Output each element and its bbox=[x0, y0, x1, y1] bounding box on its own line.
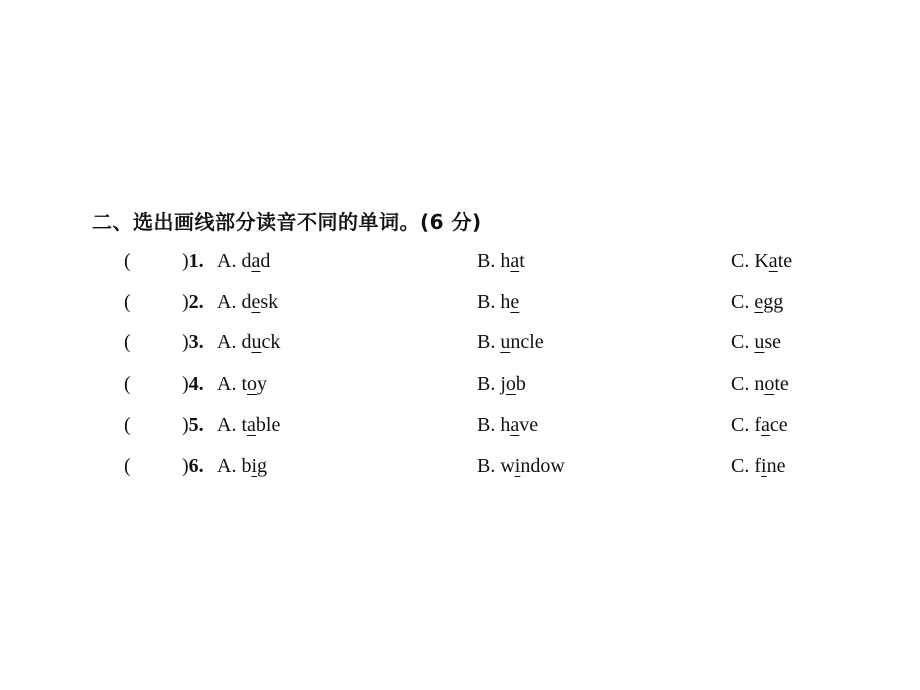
word-underlined: i bbox=[514, 455, 521, 477]
option-c bbox=[731, 250, 792, 273]
word-pre: j bbox=[500, 373, 506, 395]
word-underlined: a bbox=[251, 250, 261, 272]
option-a bbox=[217, 250, 270, 273]
question-number-value: 5 bbox=[188, 414, 199, 436]
word-post: te bbox=[774, 373, 789, 395]
answer-blank-close: ) bbox=[182, 414, 189, 436]
answer-blank-close: ) bbox=[182, 291, 189, 313]
option-b bbox=[477, 291, 519, 314]
option-label: B. bbox=[477, 291, 496, 313]
option-label: A. bbox=[217, 291, 237, 313]
question-number: )1. bbox=[182, 250, 204, 272]
option-label: C. bbox=[731, 250, 750, 272]
question-number-value: 4 bbox=[188, 373, 199, 395]
option-b bbox=[477, 373, 526, 396]
answer-blank-open[interactable]: ( bbox=[124, 291, 131, 313]
word-underlined: a bbox=[510, 250, 520, 272]
option-label: C. bbox=[731, 331, 750, 353]
word-pre: w bbox=[500, 455, 515, 477]
option-b bbox=[477, 414, 538, 437]
question-number: )2. bbox=[182, 291, 204, 313]
option-label: A. bbox=[217, 250, 237, 272]
word-underlined: a bbox=[247, 414, 256, 436]
option-c bbox=[731, 414, 788, 437]
option-b bbox=[477, 455, 565, 478]
question-row bbox=[0, 455, 920, 485]
answer-blank-close: ) bbox=[182, 250, 189, 272]
option-b bbox=[477, 331, 544, 354]
question-number: )5. bbox=[182, 414, 204, 436]
option-label: C. bbox=[731, 414, 750, 436]
option-label: B. bbox=[477, 373, 496, 395]
word-post: se bbox=[764, 331, 782, 353]
word-underlined: a bbox=[761, 414, 770, 436]
word-pre: d bbox=[241, 291, 252, 313]
question-row bbox=[0, 414, 920, 444]
question-row bbox=[0, 250, 920, 280]
word-underlined: i bbox=[251, 455, 258, 477]
word-pre: t bbox=[241, 373, 248, 395]
word-underlined: u bbox=[500, 331, 511, 353]
word-post: b bbox=[515, 373, 526, 395]
option-label: A. bbox=[217, 414, 237, 436]
answer-blank-close: ) bbox=[182, 455, 189, 477]
word-underlined: a bbox=[768, 250, 778, 272]
option-label: A. bbox=[217, 373, 237, 395]
answer-blank-close: ) bbox=[182, 331, 189, 353]
word-pre: n bbox=[754, 373, 765, 395]
option-label: B. bbox=[477, 331, 496, 353]
word-post: gg bbox=[763, 291, 784, 313]
word-post: ndow bbox=[520, 455, 565, 477]
option-a bbox=[217, 291, 278, 314]
word-post: t bbox=[519, 250, 525, 272]
word-pre: b bbox=[241, 455, 252, 477]
word-pre: t bbox=[241, 414, 248, 436]
word-underlined: a bbox=[510, 414, 520, 436]
question-number-value: 3 bbox=[188, 331, 199, 353]
question-row bbox=[0, 373, 920, 403]
option-b bbox=[477, 250, 525, 273]
answer-blank-open[interactable]: ( bbox=[124, 331, 131, 353]
question-row bbox=[0, 291, 920, 321]
option-c bbox=[731, 331, 781, 354]
word-pre: h bbox=[500, 291, 511, 313]
option-a bbox=[217, 455, 267, 478]
word-post: te bbox=[777, 250, 793, 272]
word-underlined: e bbox=[251, 291, 261, 313]
word-pre: d bbox=[241, 250, 252, 272]
word-pre: f bbox=[754, 455, 762, 477]
question-number-value: 2 bbox=[188, 291, 199, 313]
word-pre: h bbox=[500, 414, 511, 436]
word-post: ck bbox=[261, 331, 281, 353]
word-post: y bbox=[257, 373, 268, 395]
option-a bbox=[217, 331, 280, 354]
word-post: ce bbox=[769, 414, 788, 436]
answer-blank-open[interactable]: ( bbox=[124, 455, 131, 477]
question-number: )3. bbox=[182, 331, 204, 353]
section-title: 二、选出画线部分读音不同的单词。(6 分) bbox=[92, 210, 482, 234]
word-pre: K bbox=[754, 250, 769, 272]
option-label: C. bbox=[731, 455, 750, 477]
option-c bbox=[731, 455, 785, 478]
option-label: C. bbox=[731, 291, 750, 313]
question-number-value: 1 bbox=[188, 250, 199, 272]
word-pre: f bbox=[754, 414, 762, 436]
word-underlined: o bbox=[247, 373, 258, 395]
option-c bbox=[731, 373, 789, 396]
option-a bbox=[217, 373, 267, 396]
word-post: ne bbox=[766, 455, 786, 477]
word-underlined: u bbox=[251, 331, 262, 353]
option-label: A. bbox=[217, 331, 237, 353]
option-label: A. bbox=[217, 455, 237, 477]
answer-blank-close: ) bbox=[182, 373, 189, 395]
word-post: d bbox=[260, 250, 271, 272]
answer-blank-open[interactable]: ( bbox=[124, 373, 131, 395]
word-underlined: e bbox=[510, 291, 520, 313]
question-number: )4. bbox=[182, 373, 204, 395]
word-post: ble bbox=[255, 414, 281, 436]
answer-blank-open[interactable]: ( bbox=[124, 250, 131, 272]
word-post: ncle bbox=[510, 331, 544, 353]
word-post: sk bbox=[260, 291, 279, 313]
option-label: B. bbox=[477, 455, 496, 477]
option-a bbox=[217, 414, 280, 437]
word-underlined: u bbox=[754, 331, 765, 353]
word-post: g bbox=[257, 455, 268, 477]
word-pre: h bbox=[500, 250, 511, 272]
option-label: B. bbox=[477, 414, 496, 436]
option-label: B. bbox=[477, 250, 496, 272]
word-post: ve bbox=[519, 414, 539, 436]
question-number-value: 6 bbox=[188, 455, 199, 477]
word-underlined: i bbox=[761, 455, 767, 477]
question-row bbox=[0, 331, 920, 361]
option-c bbox=[731, 291, 783, 314]
word-underlined: e bbox=[754, 291, 764, 313]
answer-blank-open[interactable]: ( bbox=[124, 414, 131, 436]
option-label: C. bbox=[731, 373, 750, 395]
word-underlined: o bbox=[505, 373, 516, 395]
word-pre: d bbox=[241, 331, 252, 353]
word-underlined: o bbox=[764, 373, 775, 395]
question-number: )6. bbox=[182, 455, 204, 477]
